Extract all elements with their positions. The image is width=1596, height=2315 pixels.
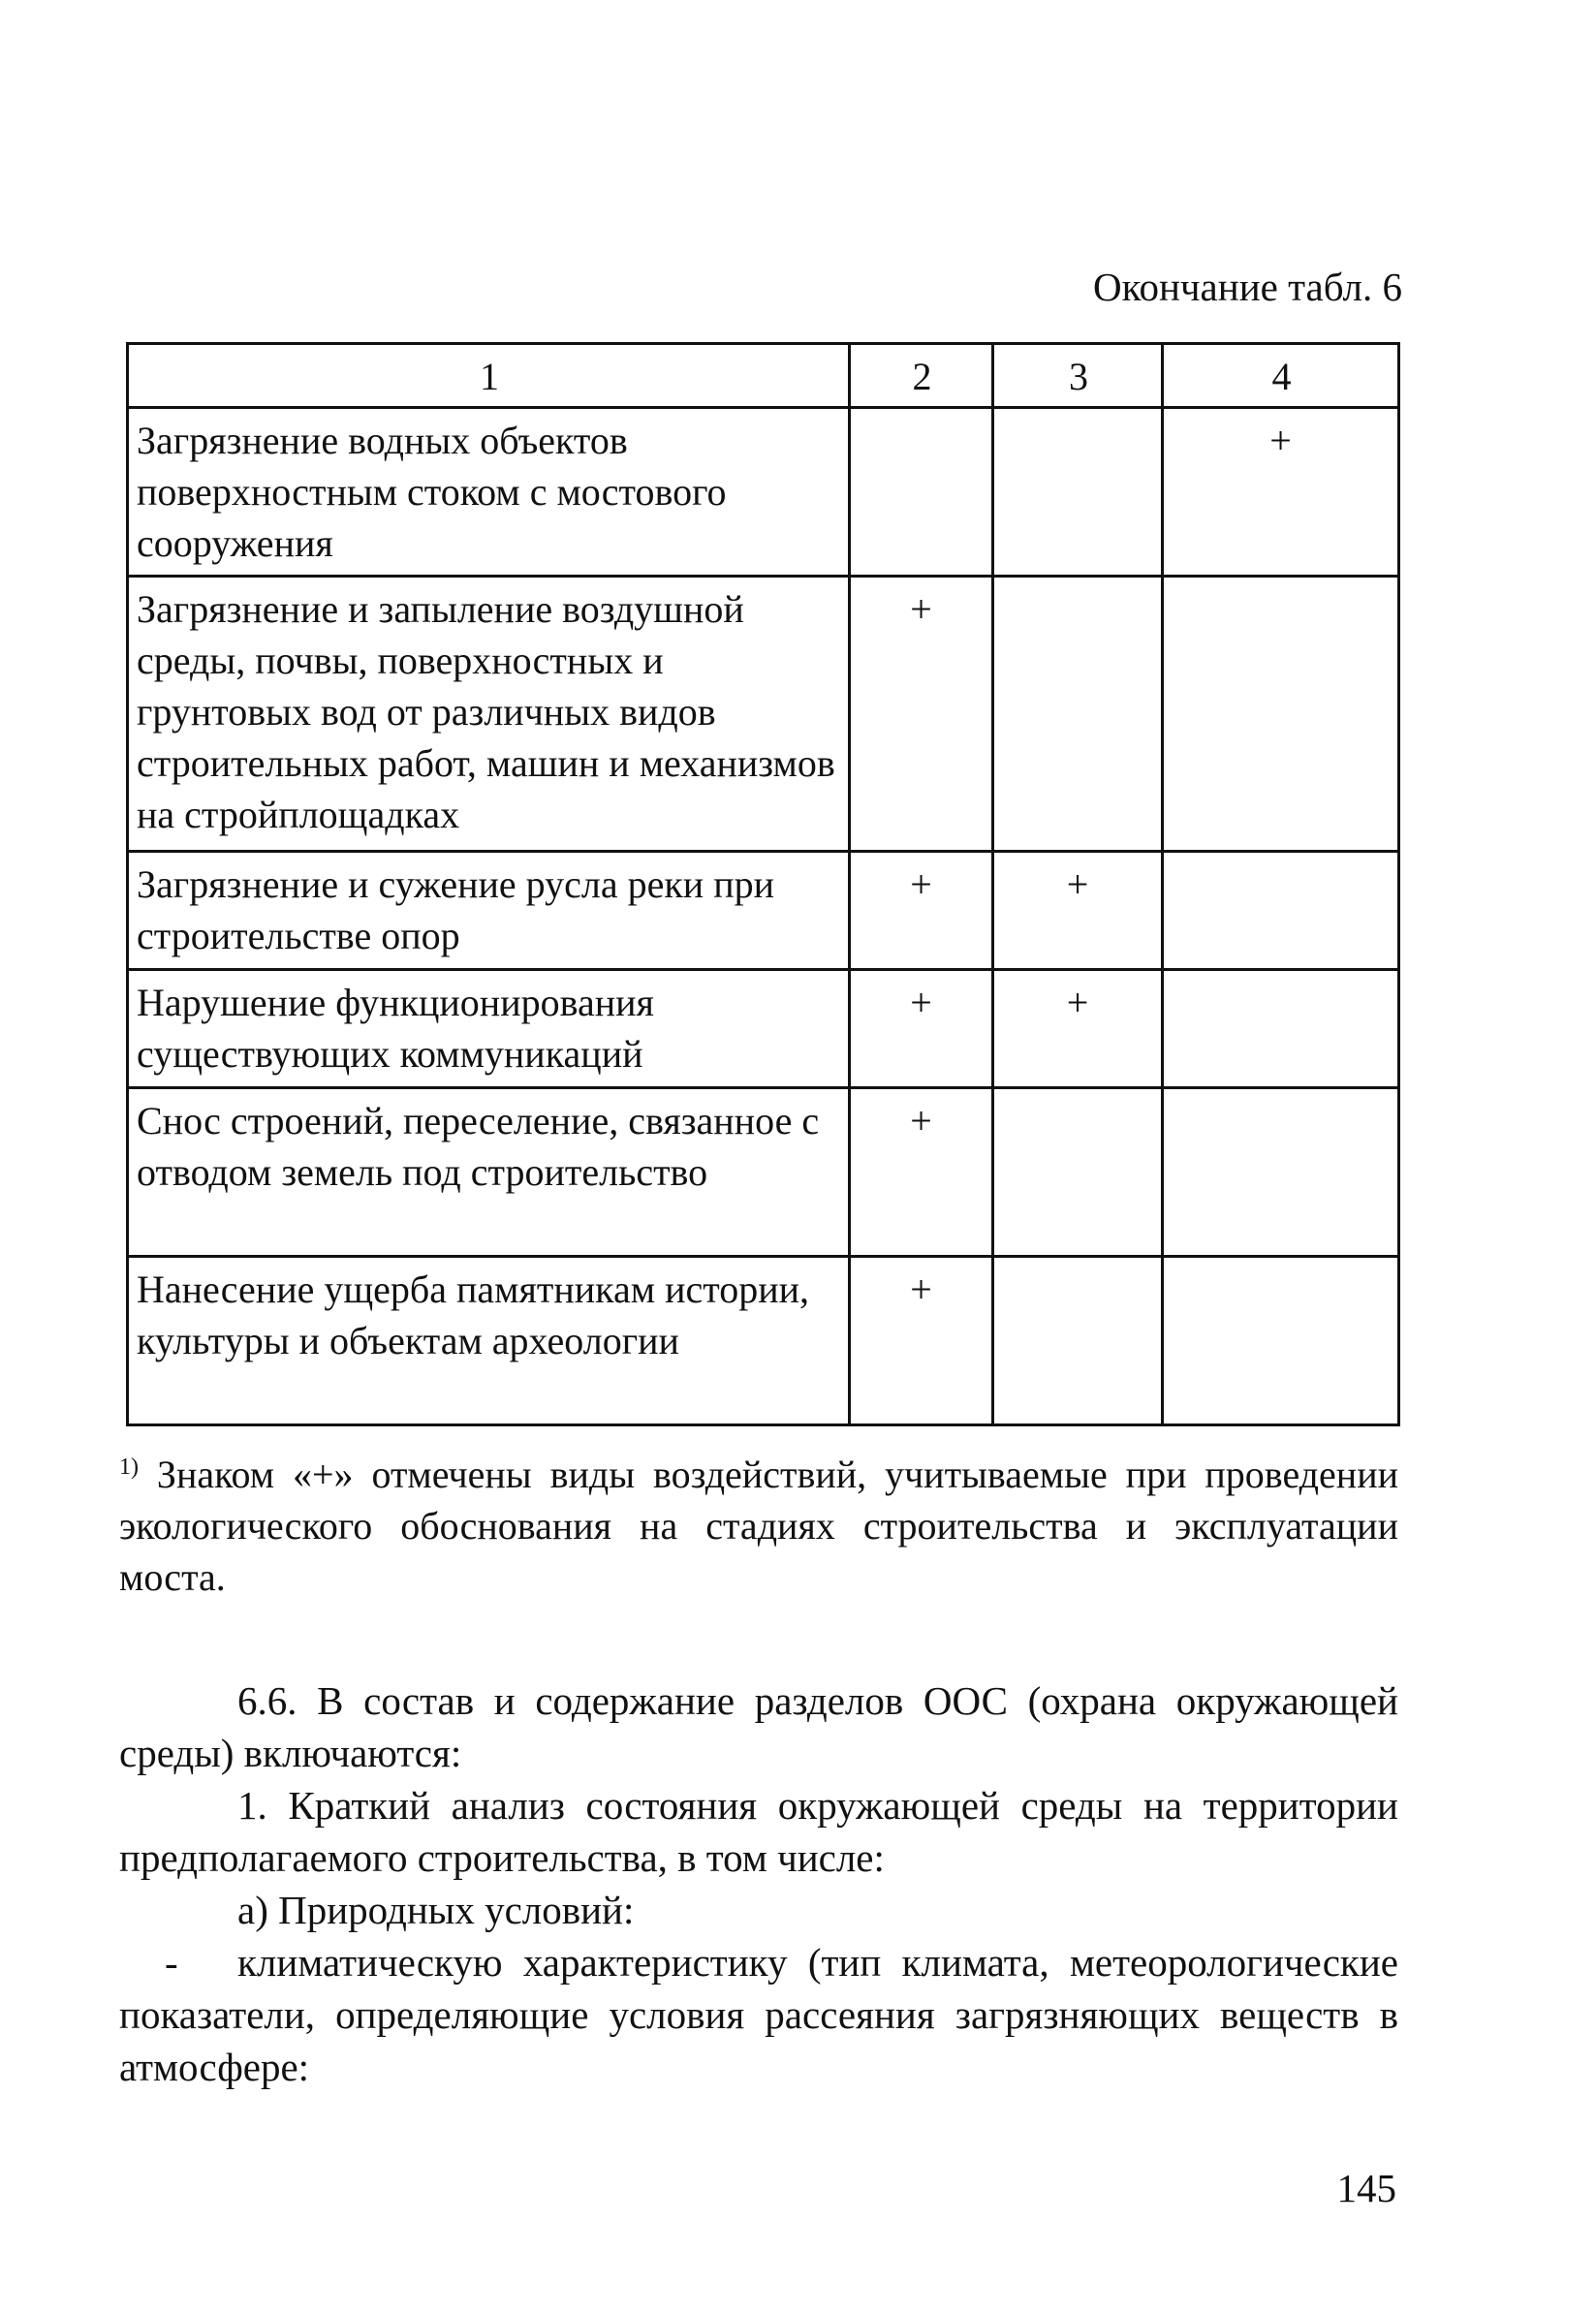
impact-description: Нарушение функционирования существующих коммуникаций <box>128 970 850 1088</box>
dash-item-text: климатическую характеристику (тип климата, метеорологические показатели, определяющие условия рассеяния загрязняющих веществ в атмосфере: <box>119 1940 1398 2089</box>
footnote <box>119 1449 1398 1603</box>
mark-col-3 <box>993 408 1163 577</box>
impact-description: Загрязнение и запыление воздушной среды, почвы, поверхностных и грунтовых вод от различных видов строительных работ, машин и механизмов на стройплощадках <box>128 577 850 852</box>
mark-col-3 <box>993 1088 1163 1257</box>
table-row <box>128 408 1399 577</box>
table-row <box>128 1257 1399 1425</box>
dash-symbol: - <box>165 1940 178 1985</box>
footnote-text: Знаком «+» отмечены виды воздействий, учитываемые при проведении экологического обоснования на стадиях строительства и эксплуатации моста. <box>119 1453 1398 1599</box>
table-caption: Окончание табл. 6 <box>1093 265 1402 309</box>
impact-description: Загрязнение и сужение русла реки при строительстве опор <box>128 852 850 970</box>
paragraph-6-6: 6.6. В состав и содержание разделов ООС (охрана окружающей среды) включаются: <box>119 1678 1398 1775</box>
column-header-3: 3 <box>993 344 1163 408</box>
table-row <box>128 970 1399 1088</box>
impact-table <box>126 342 1400 1426</box>
column-header-2: 2 <box>850 344 993 408</box>
mark-col-3: + <box>993 970 1163 1088</box>
mark-col-4 <box>1163 1257 1399 1425</box>
mark-col-4 <box>1163 1088 1399 1257</box>
table-row <box>128 577 1399 852</box>
page-number: 145 <box>1336 2166 1396 2210</box>
mark-col-2: + <box>850 852 993 970</box>
mark-col-3: + <box>993 852 1163 970</box>
paragraph-subitem-a: а) Природных условий: <box>237 1888 635 1932</box>
table-row <box>128 852 1399 970</box>
mark-col-2: + <box>850 1257 993 1425</box>
mark-col-3 <box>993 1257 1163 1425</box>
mark-col-2: + <box>850 970 993 1088</box>
paragraph-dash-item <box>119 1936 1398 2093</box>
mark-col-4 <box>1163 970 1399 1088</box>
mark-col-4 <box>1163 852 1399 970</box>
footnote-mark: 1) <box>119 1455 139 1480</box>
table-row <box>128 1088 1399 1257</box>
paragraph-item-1: 1. Краткий анализ состояния окружающей среды на территории предполагаемого строительства, в том числе: <box>119 1783 1398 1880</box>
table-header-row <box>128 344 1399 408</box>
mark-col-2 <box>850 408 993 577</box>
mark-col-2: + <box>850 1088 993 1257</box>
mark-col-4 <box>1163 577 1399 852</box>
mark-col-2: + <box>850 577 993 852</box>
column-header-4: 4 <box>1163 344 1399 408</box>
impact-description: Нанесение ущерба памятникам истории, культуры и объектам археологии <box>128 1257 850 1425</box>
body-text <box>119 1674 1398 2093</box>
mark-col-3 <box>993 577 1163 852</box>
mark-col-4: + <box>1163 408 1399 577</box>
impact-description: Загрязнение водных объектов поверхностным стоком с мостового сооружения <box>128 408 850 577</box>
column-header-1: 1 <box>128 344 850 408</box>
impact-description: Снос строений, переселение, связанное с отводом земель под строительство <box>128 1088 850 1257</box>
